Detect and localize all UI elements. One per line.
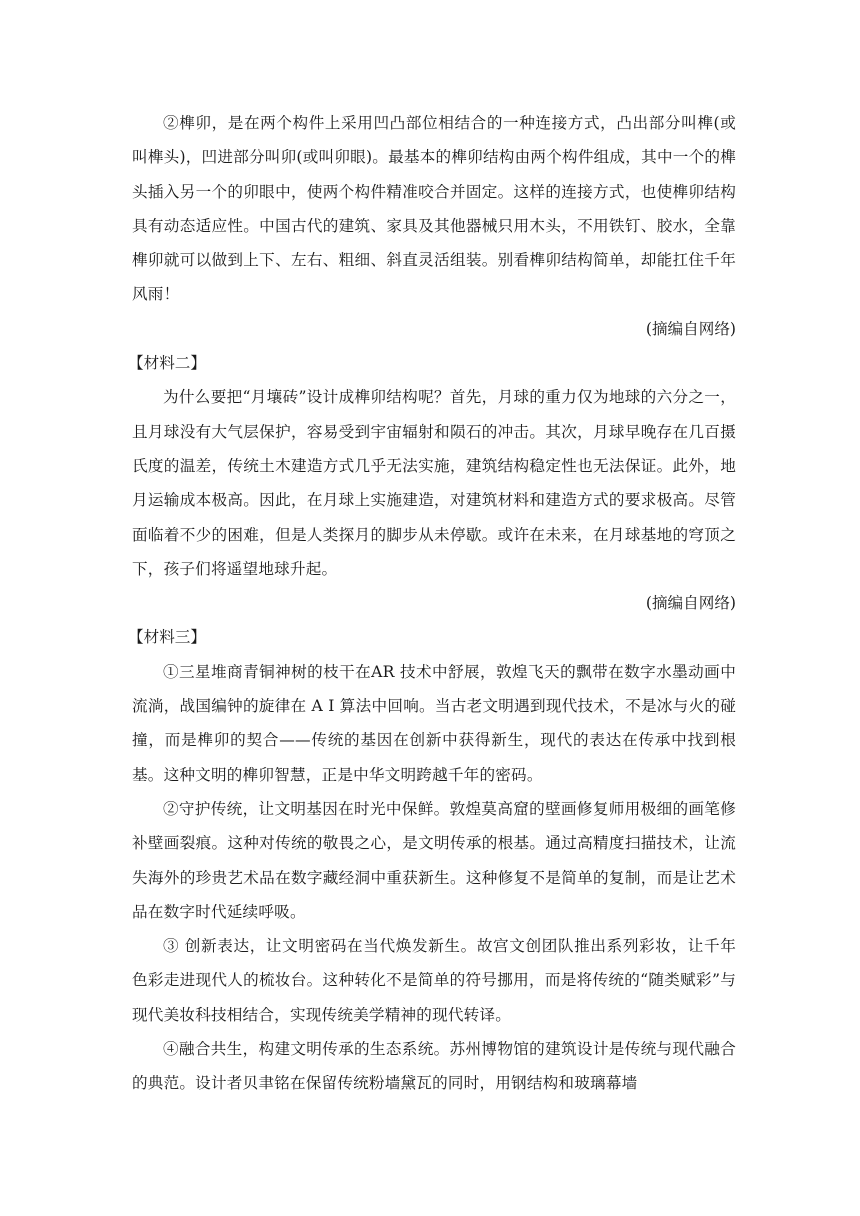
- paragraph-item-3: ③ 创新表达，让文明密码在当代焕发新生。故宫文创团队推出系列彩妆，让千年色彩走进现代人的梳妆台。这种转化不是简单的符号挪用，而是将传统的“随类赋彩”与现代美妆科技相结合，实现传统美学精神的现代转译。: [132, 937, 736, 1024]
- paragraph-item-4: ④融合共生，构建文明传承的生态系统。苏州博物馆的建筑设计是传统与现代融合的典范。设计者贝聿铭在保留传统粉墙黛瓦的同时，用钢结构和玻璃幕墙: [132, 1040, 736, 1093]
- paragraph-item-2: ②守护传统，让文明基因在时光中保鲜。敦煌莫高窟的壁画修复师用极细的画笔修补壁画裂痕。这种对传统的敬畏之心，是文明传承的根基。通过高精度扫描技术，让流失海外的珍贵艺术品在数字藏经洞中重获新生。这种修复不是简单的复制，而是让艺术品在数字时代延续呼吸。: [132, 799, 736, 921]
- source-note: (摘编自网络): [645, 319, 736, 338]
- paragraph-item-1: ①三星堆商青铜神树的枝干在AR 技术中舒展，敦煌飞天的飘带在数字水墨动画中流淌，战国编钟的旋律在 A I 算法中回响。当古老文明遇到现代技术，不是冰与火的碰撞，而是榫卯的契合——传统的基因在创新中获得新生，现代的表达在传承中找到根基。这种文明的榫卯智慧，正是中华文明跨越千年的密码。: [132, 662, 736, 784]
- section-heading-material-two: 【材料二】: [128, 354, 206, 373]
- paragraph-moon-brick: 为什么要把“月壤砖”设计成榫卯结构呢？首先，月球的重力仅为地球的六分之一，且月球没有大气层保护，容易受到宇宙辐射和陨石的冲击。其次，月球早晚存在几百摄氏度的温差，传统土木建造方式几乎无法实施，建筑结构稳定性也无法保证。此外，地月运输成本极高。因此，在月球上实施建造，对建筑材料和建造方式的要求极高。尽管面临着不少的困难，但是人类探月的脚步从未停歇。或许在未来，在月球基地的穹顶之下，孩子们将遥望地球升起。: [132, 388, 736, 578]
- material-two: [128, 346, 736, 620]
- paragraph-mortise-tenon: ②榫卯，是在两个构件上采用凹凸部位相结合的一种连接方式，凸出部分叫榫(或叫榫头)，凹进部分叫卯(或叫卯眼)。最基本的榫卯结构由两个构件组成，其中一个的榫头插入另一个的卯眼中，使两个构件精准咬合并固定。这样的连接方式，也使榫卯结构具有动态适应性。中国古代的建筑、家具及其他器械只用木头，不用铁钉、胶水，全靠榫卯就可以做到上下、左右、粗细、斜直灵活组装。别看榫卯结构简单，却能扛住千年风雨！: [132, 114, 736, 304]
- section-heading-material-three: 【材料三】: [128, 628, 206, 647]
- material-one-tail: [132, 106, 736, 346]
- material-three: [128, 620, 736, 1100]
- source-note: (摘编自网络): [645, 594, 736, 613]
